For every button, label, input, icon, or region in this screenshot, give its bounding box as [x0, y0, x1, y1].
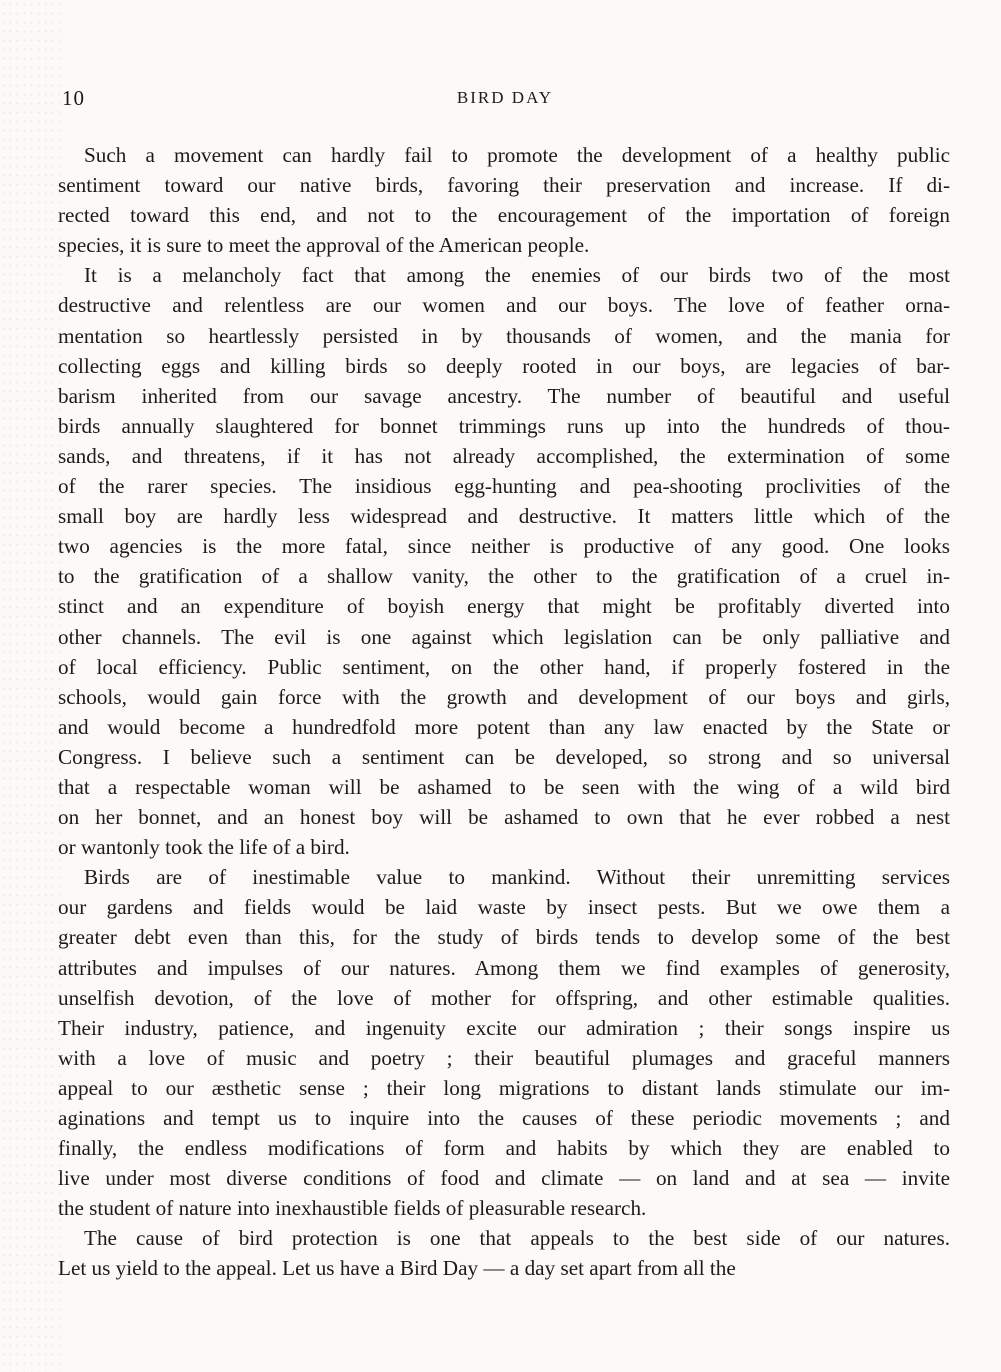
text-line: birds annually slaughtered for bonnet trimmings runs up into the hundreds of thou- [58, 413, 950, 438]
text-line: small boy are hardly less widespread and destructive. It matters little which of the [58, 504, 950, 529]
text-line: sands, and threatens, if it has not already accomplished, the extermination of some [58, 443, 950, 468]
text-line: on her bonnet, and an honest boy will be ashamed to own that he ever robbed a nest [58, 805, 950, 830]
text-line: greater debt even than this, for the study of birds tends to develop some of the best [58, 925, 950, 950]
text-line: Such a movement can hardly fail to promote the development of a healthy public [84, 143, 950, 167]
text-line: to the gratification of a shallow vanity, the other to the gratification of a cruel in- [58, 564, 950, 589]
paragraph [58, 140, 950, 260]
text-line: Birds are of inestimable value to mankind. Without their unremitting services [84, 865, 950, 890]
paragraph [58, 862, 950, 1223]
text-line: two agencies is the more fatal, since neither is productive of any good. One looks [58, 534, 950, 559]
text-line: schools, would gain force with the growth and development of our boys and girls, [58, 684, 950, 709]
text-line: sentiment toward our native birds, favoring their preservation and increase. If di- [58, 173, 950, 198]
text-line: finally, the endless modifications of form and habits by which they are enabled to [58, 1136, 950, 1161]
text-line: live under most diverse conditions of food and climate — on land and at sea — invite [58, 1166, 950, 1191]
text-line: Congress. I believe such a sentiment can be developed, so strong and so universal [58, 744, 950, 769]
page-header [60, 86, 950, 112]
running-head: BIRD DAY [456, 88, 554, 107]
text-line: species, it is sure to meet the approval of the American people. [58, 233, 590, 258]
paragraph [58, 1223, 950, 1283]
text-line: appeal to our æsthetic sense ; their long migrations to distant lands stimulate our im- [58, 1075, 950, 1100]
page-number: 10 [62, 86, 85, 110]
text-line: of local efficiency. Public sentiment, on the other hand, if properly fostered in the [58, 654, 950, 679]
text-line: and would become a hundredfold more potent than any law enacted by the State or [58, 714, 950, 739]
text-line: that a respectable woman will be ashamed to be seen with the wing of a wild bird [58, 774, 950, 799]
text-line: other channels. The evil is one against which legislation can be only palliative and [58, 624, 950, 649]
text-line: our gardens and fields would be laid waste by insect pests. But we owe them a [58, 895, 950, 920]
text-line: It is a melancholy fact that among the enemies of our birds two of the most [84, 263, 950, 288]
text-line: Their industry, patience, and ingenuity excite our admiration ; their songs inspire us [58, 1015, 950, 1040]
text-line: Let us yield to the appeal. Let us have a Bird Day — a day set apart from all the [58, 1256, 736, 1281]
text-line: collecting eggs and killing birds so deeply rooted in our boys, are legacies of bar- [58, 353, 950, 378]
text-line: mentation so heartlessly persisted in by thousands of women, and the mania for [58, 323, 950, 348]
body-text [58, 140, 950, 1284]
text-line: or wantonly took the life of a bird. [58, 835, 350, 860]
page-edge-speckle [0, 0, 60, 1372]
text-line: barism inherited from our savage ancestry. The number of beautiful and useful [58, 383, 950, 408]
text-line: unselfish devotion, of the love of mother for offspring, and other estimable qualities. [58, 985, 950, 1010]
text-line: attributes and impulses of our natures. Among them we find examples of generosity, [58, 955, 950, 980]
text-line: stinct and an expenditure of boyish energy that might be profitably diverted into [58, 594, 950, 619]
text-line: the student of nature into inexhaustible fields of pleasurable research. [58, 1196, 647, 1221]
text-line: with a love of music and poetry ; their beautiful plumages and graceful manners [58, 1045, 950, 1070]
paragraph [58, 260, 950, 862]
text-line: rected toward this end, and not to the encouragement of the importation of foreign [58, 203, 950, 228]
text-line: of the rarer species. The insidious egg-hunting and pea-shooting proclivities of the [58, 474, 950, 499]
text-line: aginations and tempt us to inquire into the causes of these periodic movements ; and [58, 1106, 950, 1130]
text-line: destructive and relentless are our women and our boys. The love of feather orna- [58, 293, 950, 318]
text-line: The cause of bird protection is one that appeals to the best side of our natures. [84, 1226, 950, 1251]
